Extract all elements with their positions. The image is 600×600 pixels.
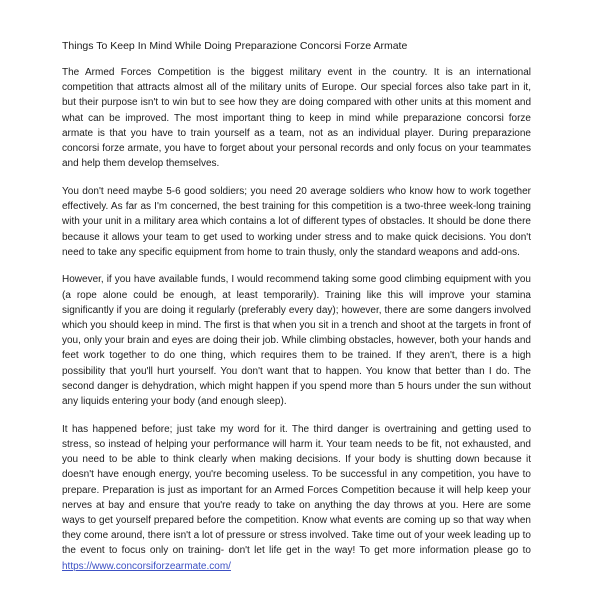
paragraph-closing-text: It has happened before; just take my word for it. The third danger is overtraining and getting used to stress, so instead of helping your performance will harm it. Your team needs to be fit, not exhausted, and you need to be able to think clearly when making decisions. If your body is shutting down because it doesn't have enough energy, you're becoming useless. To be successful in any competition, you have to prepare. Preparation is just as important for an Armed Forces Competition because it will help keep your nerves at bay and ensure that you're ready to take on anything the day throws at you. Here are some ways to get yourself prepared before the competition. Know what events are coming up so that way when they come around, there isn't a lot of pressure or stress involved. Take time out of your week leading up to the event to focus only on training- don't let life get in the way! To get more information please go to [62, 423, 531, 557]
document-content [62, 39, 531, 574]
document-title: Things To Keep In Mind While Doing Preparazione Concorsi Forze Armate [62, 40, 408, 52]
paragraph-closing [62, 422, 531, 574]
paragraph-soldiers-training: You don't need maybe 5-6 good soldiers; you need 20 average soldiers who know how to work together effectively. As far as I'm concerned, the best training for this competition is a two-three week-long training with your unit in a military area which contains a lot of different types of obstacles. It should be done there because it allows your team to get used to working under stress and to make quick decisions. You don't need to take any specific equipment from home to train thusly, only the standard weapons and add-ons. [62, 185, 531, 258]
paragraph-armed-forces-competition: The Armed Forces Competition is the biggest military event in the country. It is an international competition that attracts almost all of the military units of Europe. Our special forces also take part in it, but their purpose isn't to win but to see how they are doing compared with other units at this moment and what can be improved. The most important thing to keep in mind while preparazione concorsi forze armate is that you have to train yourself as a team, not as an individual player. During preparazione concorsi forze armate, you have to forget about your personal records and only focus on your teammates and help them develop themselves. [62, 67, 531, 170]
paragraph-climbing-equipment-dangers: However, if you have available funds, I would recommend taking some good climbing equipment with you (a rope alone could be enough, at least temporarily). Training like this will improve your stamina significantly if you are doing it regularly (preferably every day); however, there are some dangers involved which you should keep in mind. The first is that when you sit in a trench and shoot at the targets in front of you, only your brain and eyes are doing their job. While climbing obstacles, however, both your hands and feet work together to do one thing, which requires them to be trained. If they aren't, there is a high possibility that you'll hurt yourself. You don't want that to happen. You know that better than I do. The second danger is dehydration, which might happen if you spend more than 5 hours under the sun without any liquids entering your body (and enough sleep). [62, 274, 531, 408]
document-hyperlink[interactable]: https://www.concorsiforzearmate.com/ [62, 560, 231, 572]
